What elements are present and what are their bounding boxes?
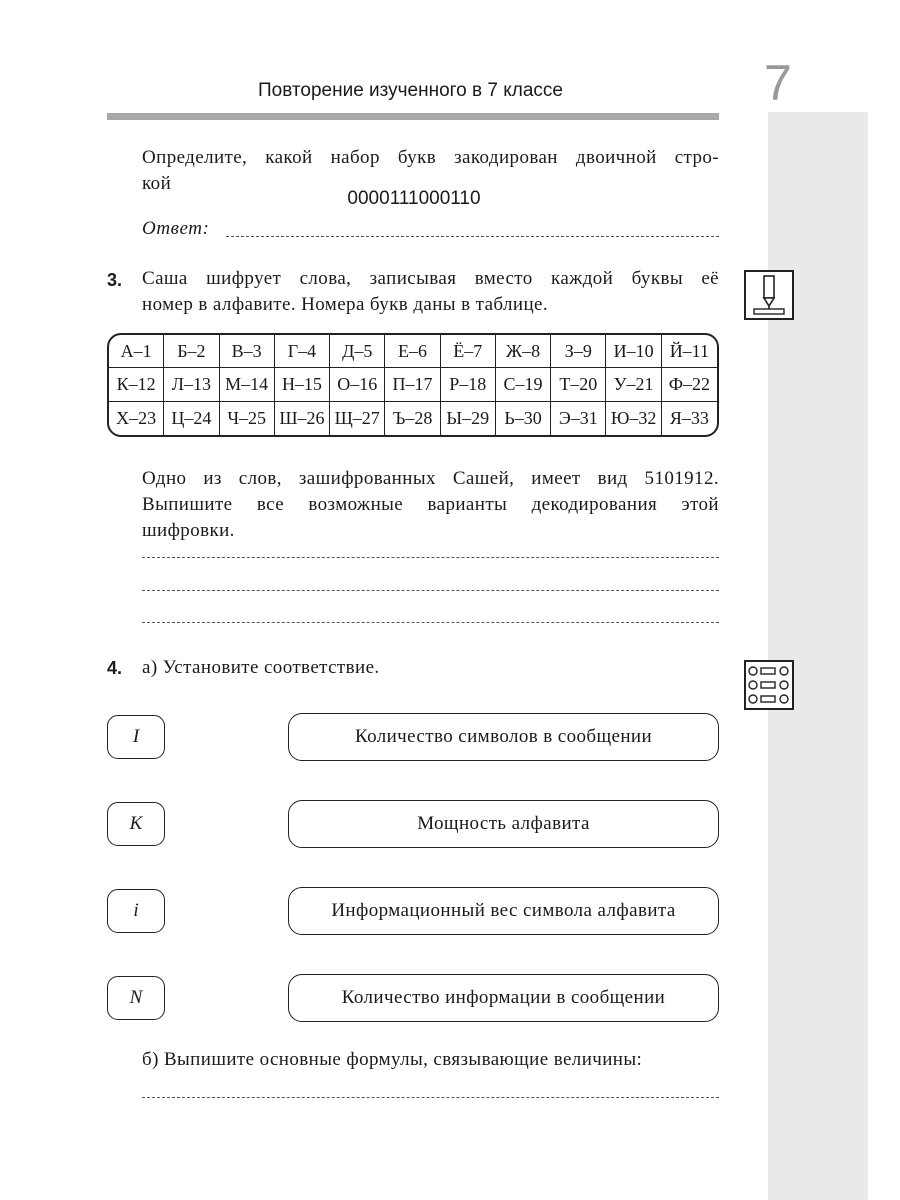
task2-binary-string: 0000111000110 — [347, 188, 481, 209]
task3-question — [142, 466, 719, 544]
table-cell: Ц–24 — [164, 402, 219, 435]
table-cell: Ы–29 — [441, 402, 496, 435]
table-cell: У–21 — [606, 368, 661, 401]
task4-part-a: а) Установите соответствие. — [142, 657, 380, 678]
table-cell: Щ–27 — [330, 402, 385, 435]
symbol-box[interactable]: N — [107, 976, 165, 1020]
task3-after-line1: Одно из слов, зашифрованных Сашей, имеет вид 5101912. — [142, 468, 719, 489]
table-cell: Й–11 — [662, 335, 717, 368]
answer-line[interactable] — [142, 590, 719, 591]
answer-line[interactable] — [142, 622, 719, 623]
table-cell: П–17 — [385, 368, 440, 401]
header-rule — [107, 113, 719, 120]
task3-after-line2: Выпишите все возможные варианты декодирования этой — [142, 494, 719, 515]
matching-exercise-icon — [744, 660, 794, 715]
task3-line2: номер в алфавите. Номера букв даны в таблице. — [142, 294, 548, 315]
table-cell: С–19 — [496, 368, 551, 401]
definition-box[interactable]: Мощность алфавита — [288, 800, 719, 848]
answer-label: Ответ: — [142, 218, 210, 239]
symbol-box[interactable]: I — [107, 715, 165, 759]
answer-line[interactable] — [142, 1097, 719, 1098]
table-cell: И–10 — [606, 335, 661, 368]
table-cell: Ш–26 — [275, 402, 330, 435]
table-cell: Ю–32 — [606, 402, 661, 435]
table-cell: З–9 — [551, 335, 606, 368]
definition-box[interactable]: Информационный вес символа алфавита — [288, 887, 719, 935]
table-cell: Ё–7 — [441, 335, 496, 368]
symbol-box[interactable]: K — [107, 802, 165, 846]
table-cell: Я–33 — [669, 407, 709, 428]
task2-prompt-line2: кой — [142, 173, 172, 194]
answer-line[interactable] — [142, 557, 719, 558]
task3-line1: Саша шифрует слова, записывая вместо каждой буквы её — [142, 268, 719, 289]
table-cell: А–1 — [109, 335, 164, 368]
table-cell: К–12 — [109, 368, 164, 401]
table-cell: Ж–8 — [496, 335, 551, 368]
table-cell: О–16 — [330, 368, 385, 401]
table-cell: Х–23 — [109, 402, 164, 435]
table-cell: Р–18 — [441, 368, 496, 401]
definition-box[interactable]: Количество символов в сообщении — [288, 713, 719, 761]
table-cell: Ъ–28 — [385, 402, 440, 435]
table-cell: Д–5 — [330, 335, 385, 368]
table-cell: Б–2 — [164, 335, 219, 368]
task4-number: 4. — [107, 658, 123, 678]
table-cell: Г–4 — [275, 335, 330, 368]
table-cell: Л–13 — [164, 368, 219, 401]
table-cell: Н–15 — [275, 368, 330, 401]
table-cell: Е–6 — [385, 335, 440, 368]
symbol-box[interactable]: i — [107, 889, 165, 933]
table-cell: В–3 — [220, 335, 275, 368]
pen-writing-icon — [744, 270, 794, 325]
definition-box[interactable]: Количество информации в сообщении — [288, 974, 719, 1022]
page-header-title: Повторение изученного в 7 классе — [258, 80, 563, 101]
task3-text — [142, 266, 719, 318]
table-cell: Ч–25 — [220, 402, 275, 435]
table-cell: Э–31 — [551, 402, 606, 435]
answer-line[interactable] — [226, 236, 719, 237]
page-number: 7 — [764, 55, 792, 111]
task3-number: 3. — [107, 270, 123, 290]
task4-part-b: б) Выпишите основные формулы, связывающие величины: — [142, 1049, 643, 1070]
table-cell: Т–20 — [551, 368, 606, 401]
table-cell: М–14 — [220, 368, 275, 401]
task2-prompt-line1: Определите, какой набор букв закодирован двоичной стро- — [142, 147, 719, 168]
task3-after-line3: шифровки. — [142, 520, 235, 541]
table-cell: Ф–22 — [662, 368, 717, 401]
table-cell: Ь–30 — [496, 402, 551, 435]
alphabet-number-table — [107, 333, 719, 437]
